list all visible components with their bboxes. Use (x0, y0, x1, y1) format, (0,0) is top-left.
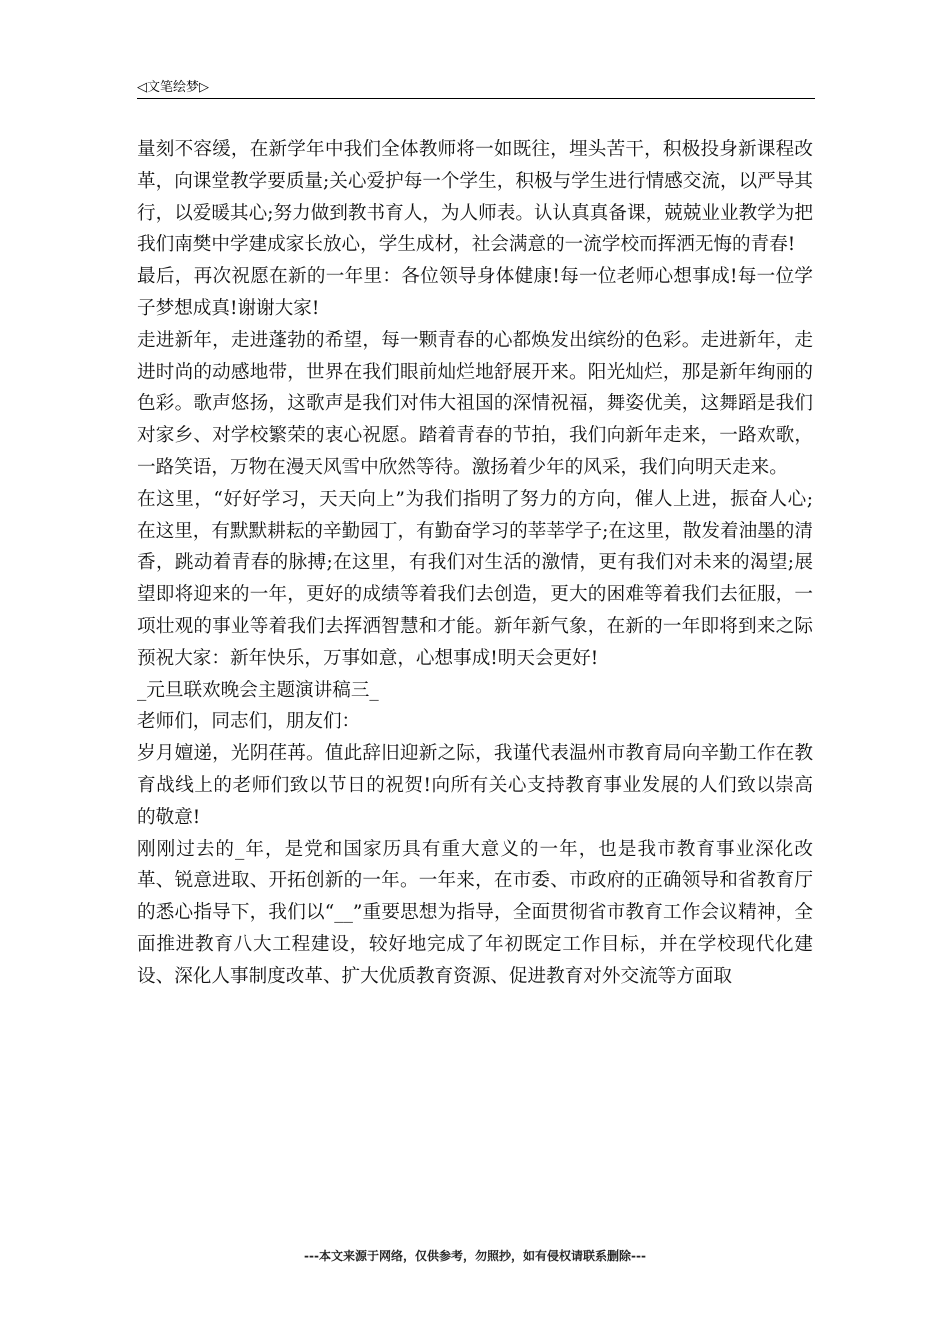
paragraph: 刚刚过去的_年，是党和国家历具有重大意义的一年，也是我市教育事业深化改革、锐意进取、开拓创新的一年。一年来，在市委、市政府的正确领导和省教育厅的悉心指导下，我们以“__”重要思想为指导，全面贯彻省市教育工作会议精神，全面推进教育八大工程建设，较好地完成了年初既定工作目标，并在学校现代化建设、深化人事制度改革、扩大优质教育资源、促进教育对外交流等方面取 (137, 838, 813, 987)
paragraph: 最后，再次祝愿在新的一年里：各位领导身体健康!每一位老师心想事成!每一位学子梦想成真!谢谢大家! (137, 266, 813, 319)
paragraph: 在这里，“好好学习，天天向上”为我们指明了努力的方向，催人上进，振奋人心;在这里，有默默耕耘的辛勤园丁，有勤奋学习的莘莘学子;在这里，散发着油墨的清香，跳动着青春的脉搏;在这里，有我们对生活的激情，更有我们对未来的渴望;展望即将迎来的一年，更好的成绩等着我们去创造，更大的困难等着我们去征服，一项壮观的事业等着我们去挥洒智慧和才能。新年新气象，在新的一年即将到来之际预祝大家：新年快乐，万事如意，心想事成!明天会更好! (137, 488, 813, 669)
paragraph: 岁月嬗递，光阴荏苒。值此辞旧迎新之际，我谨代表温州市教育局向辛勤工作在教育战线上的老师们致以节日的祝贺!向所有关心支持教育事业发展的人们致以崇高的敬意! (137, 743, 813, 828)
paragraph: 走进新年，走进蓬勃的希望，每一颗青春的心都焕发出缤纷的色彩。走进新年，走进时尚的动感地带，世界在我们眼前灿烂地舒展开来。阳光灿烂，那是新年绚丽的色彩。歌声悠扬，这歌声是我们对伟大祖国的深情祝福，舞姿优美，这舞蹈是我们对家乡、对学校繁荣的衷心祝愿。踏着青春的节拍，我们向新年走来，一路欢歌，一路笑语，万物在漫天风雪中欣然等待。激扬着少年的风采，我们向明天走来。 (137, 329, 813, 478)
section-heading: _元旦联欢晚会主题演讲稿三_ (137, 679, 379, 701)
paragraph: 量刻不容缓，在新学年中我们全体教师将一如既往，埋头苦干，积极投身新课程改革，向课堂教学要质量;关心爱护每一个学生，积极与学生进行情感交流，以严导其行，以爱暖其心;努力做到教书育人，为人师表。认认真真备课，兢兢业业教学为把我们南樊中学建成家长放心，学生成材，社会满意的一流学校而挥洒无悔的青春! (137, 139, 813, 256)
page-footer: ---本文来源于网络，仅供参考，勿照抄，如有侵权请联系删除--- (304, 1249, 646, 1263)
document-body (137, 134, 813, 993)
page-header (137, 74, 815, 99)
salutation: 老师们，同志们，朋友们： (137, 711, 361, 733)
header-title: ◁文笔绘梦▷ (137, 80, 209, 95)
